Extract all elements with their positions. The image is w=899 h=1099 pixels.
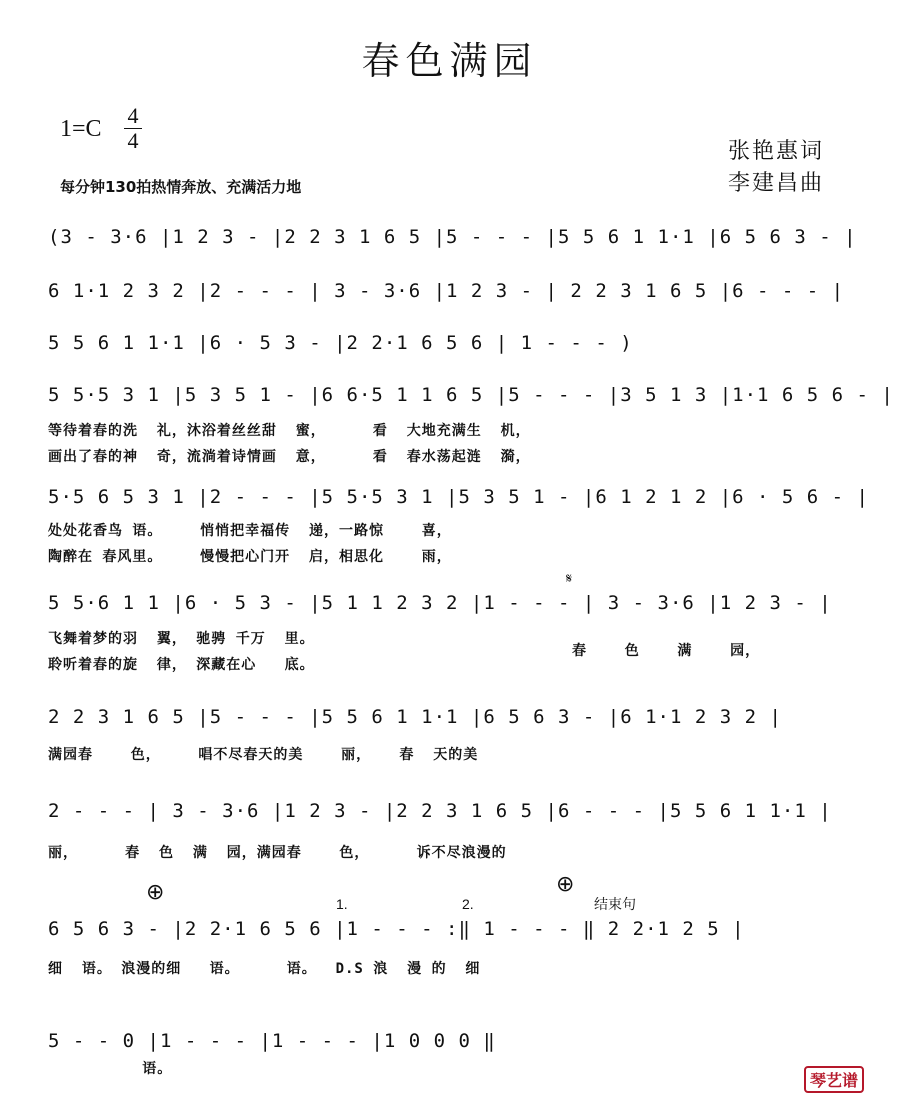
volta-1: 1.: [336, 896, 348, 912]
notation-system-3: 5 5 6 1 1·1 |6 · 5 3 - |2 2·1 6 5 6 | 1 - - - ): [48, 332, 633, 354]
lyric-line-4b: 画出了春的神 奇，流淌着诗情画 意， 看 春水荡起涟 漪，: [48, 449, 531, 465]
notation-system-7: 2 2 3 1 6 5 |5 - - - |5 5 6 1 1·1 |6 5 6 3 - |6 1·1 2 3 2 |: [48, 706, 782, 728]
lyricist: 张艳惠词: [728, 139, 825, 164]
notation-system-8: 2 - - - | 3 - 3·6 |1 2 3 - |2 2 3 1 6 5 |6 - - - |5 5 6 1 1·1 |: [48, 800, 832, 822]
notation-system-9: 6 5 6 3 - |2 2·1 6 5 6 |1 - - - :‖ 1 - - - ‖ 2 2·1 2 5 |: [48, 918, 745, 940]
notation-system-2: 6 1·1 2 3 2 |2 - - - | 3 - 3·6 |1 2 3 - | 2 2 3 1 6 5 |6 - - - |: [48, 280, 845, 302]
song-title: 春色满园: [361, 39, 538, 83]
notation-system-10: 5 - - 0 |1 - - - |1 - - - |1 0 0 0 ‖: [48, 1030, 496, 1052]
watermark-logo: 琴艺谱: [804, 1066, 864, 1093]
lyric-line-4a: 等待着春的洗 礼，沐浴着丝丝甜 蜜， 看 大地充满生 机，: [48, 423, 531, 439]
coda-mark-1: ⊕: [146, 880, 165, 905]
lyric-side: 春 色 满 园，: [572, 643, 761, 659]
key-signature: 1=C: [60, 116, 102, 142]
time-signature-bottom: 4: [127, 128, 139, 153]
lyric-line-5b: 陶醉在 春风里。 慢慢把心门开 启，相思化 雨，: [48, 549, 452, 565]
segno-mark: 𝄋: [566, 570, 573, 586]
lyric-line-6b: 聆听着春的旋 律， 深藏在心 底。: [48, 657, 315, 673]
composer: 李建昌曲: [728, 171, 825, 196]
lyric-line-10: 语。: [48, 1061, 173, 1077]
notation-system-1: (3 - 3·6 |1 2 3 - |2 2 3 1 6 5 |5 - - - |5 5 6 1 1·1 |6 5 6 3 - |: [48, 226, 857, 248]
volta-2: 2.: [462, 896, 474, 912]
end-phrase-label: 结束句: [594, 896, 636, 912]
notation-system-6: 5 5·6 1 1 |6 · 5 3 - |5 1 1 2 3 2 |1 - - - | 3 - 3·6 |1 2 3 - |: [48, 592, 832, 614]
lyric-line-8: 丽， 春 色 满 园，满园春 色， 诉不尽浪漫的: [48, 845, 507, 861]
lyric-line-6a: 飞舞着梦的羽 翼， 驰骋 千万 里。: [48, 631, 315, 647]
coda-mark-2: ⊕: [556, 872, 575, 897]
notation-system-4: 5 5·5 3 1 |5 3 5 1 - |6 6·5 1 1 6 5 |5 - - - |3 5 1 3 |1·1 6 5 6 - |: [48, 384, 894, 406]
notation-system-5: 5·5 6 5 3 1 |2 - - - |5 5·5 3 1 |5 3 5 1 - |6 1 2 1 2 |6 · 5 6 - |: [48, 486, 869, 508]
lyric-line-9: 细 语。 浪漫的细 语。 语。 D.S 浪 漫 的 细: [48, 961, 481, 977]
lyric-line-7: 满园春 色， 唱不尽春天的美 丽， 春 天的美: [48, 747, 479, 763]
time-signature-top: 4: [127, 103, 139, 128]
time-signature: [122, 104, 144, 153]
tempo-marking: 每分钟130拍热情奔放、充满活力地: [60, 178, 302, 196]
lyric-line-5a: 处处花香鸟 语。 悄悄把幸福传 递，一路惊 喜，: [48, 523, 452, 539]
